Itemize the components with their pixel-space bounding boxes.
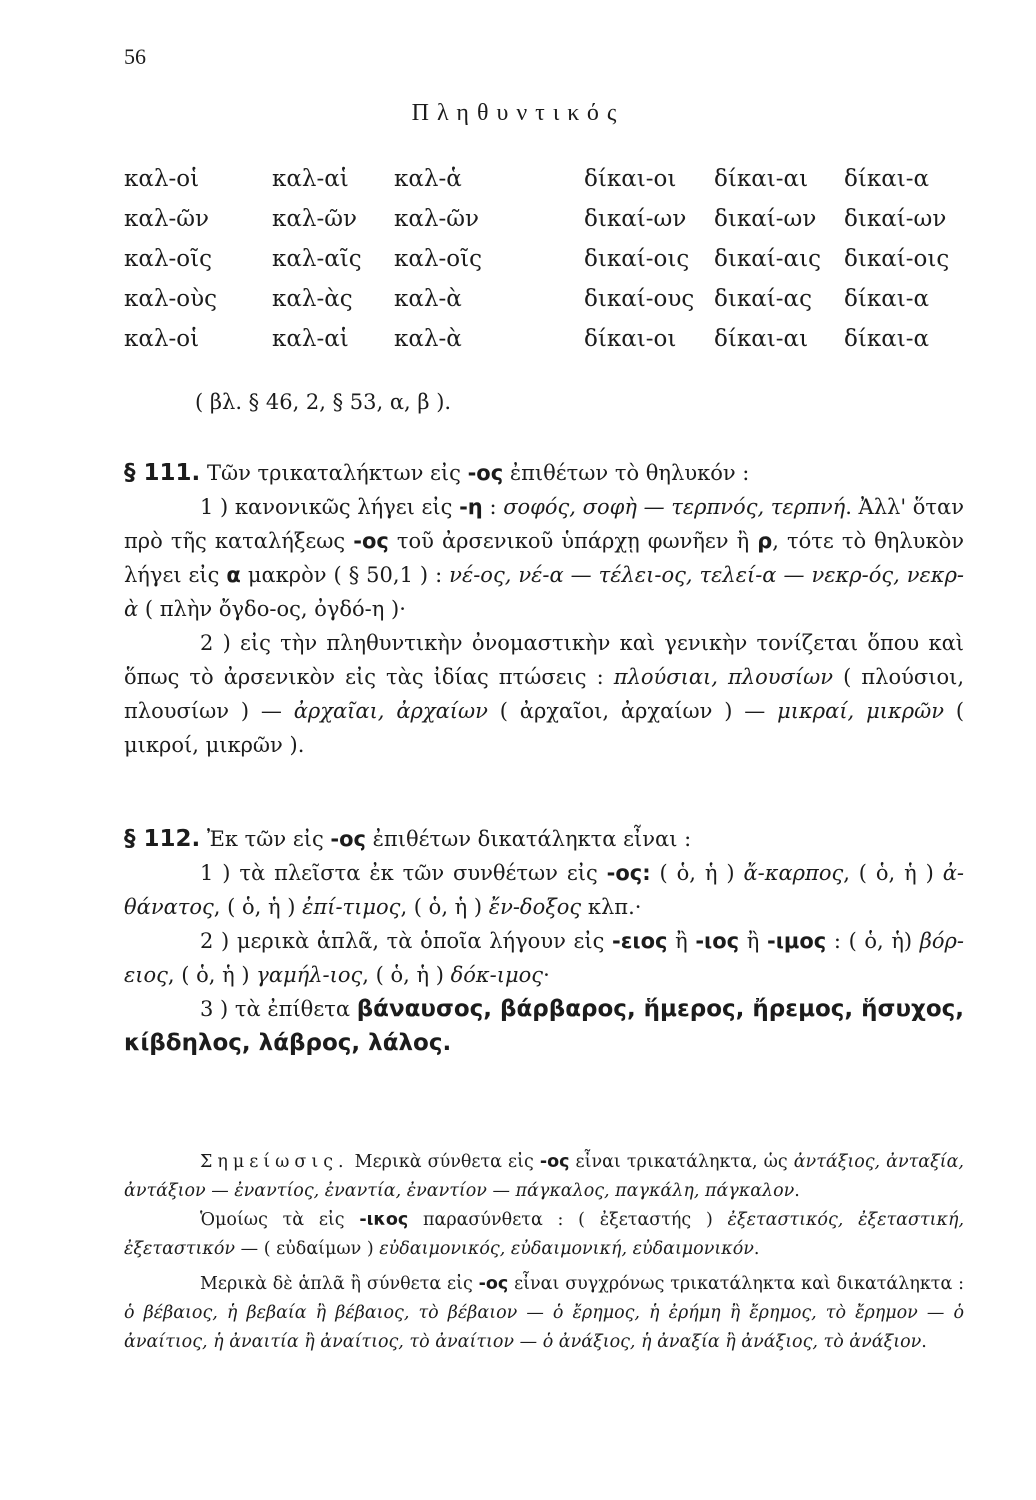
table-cell: καλ-οἱ (124, 326, 200, 352)
text: ( ὁ, ἡ ) (650, 861, 744, 885)
example: δόκ-ιμος (450, 963, 544, 987)
text: ἢ (739, 929, 767, 953)
text: εἶναι τρικατάληκτα, ὡς (569, 1152, 794, 1172)
ending: -ιμος (766, 929, 827, 953)
text: , ( ὁ, ἡ ) (167, 963, 257, 987)
ending: -ος (330, 827, 366, 851)
text: , ( ὁ, ἡ ) (213, 895, 303, 919)
section-111-title (124, 456, 964, 490)
note-label: Σημείωσις. (200, 1152, 349, 1172)
text: 1 ) τὰ πλεῖστα ἐκ τῶν συνθέτων εἰς (200, 861, 607, 885)
example: ἀντάξιος, ἀνταξία, ἀντάξιον — ἐναντίος, ἐναντία, ἐναντίον — πάγκαλος, παγκάλη, πάγκαλον (124, 1152, 964, 1201)
example: ὁ βέβαιος, ἡ βεβαία ἢ βέβαιος, τὸ βέβαιον — ὁ ἔρημος, ἡ ἐρήμη ἢ ἔρημος, τὸ ἔρημον — ὁ ἀναίτιος, ἡ ἀναιτία ἢ ἀναίτιος, τὸ ἀναίτιον — ὁ ἀνάξιος, ἡ ἀναξία ἢ ἀνάξιος, τὸ ἀνάξιον (124, 1303, 964, 1352)
table-cell: δικαί-ων (844, 206, 947, 232)
table-cell: δίκαι-α (844, 326, 930, 352)
text: , ( ὁ, ἡ ) (362, 963, 451, 987)
example: σοφός, σοφὴ — τερπνός, τερπνή (503, 495, 846, 519)
note-paragraph-1 (124, 1148, 964, 1206)
ending: -ος (353, 529, 389, 553)
table-cell: δίκαι-αι (714, 166, 809, 192)
ending: α (226, 563, 241, 587)
text: : ( ὁ, ἡ) (826, 929, 920, 953)
table-cell: καλ-αἱ (272, 166, 349, 192)
note-paragraph-2 (124, 1206, 964, 1264)
ending: -ος (467, 461, 504, 485)
ending: ρ (757, 529, 773, 553)
table-cell: δίκαι-αι (714, 326, 809, 352)
declension-row (124, 286, 964, 326)
text: : (482, 495, 504, 519)
example: ἄ-καρπος (743, 861, 844, 885)
table-cell: καλ-οῖς (124, 246, 213, 272)
text: εἶναι συγχρόνως τρικατάληκτα καὶ δικατάληκτα : (508, 1274, 964, 1294)
table-cell: δικαί-ων (584, 206, 687, 232)
title-text: ἐπιθέτων τὸ θηλυκόν : (503, 461, 750, 485)
table-cell: καλ-οἱ (124, 166, 200, 192)
text: τοῦ ἀρσενικοῦ ὑπάρχῃ φωνῆεν ἢ (388, 529, 758, 553)
table-cell: δικαί-ων (714, 206, 817, 232)
table-cell: καλ-αἱ (272, 326, 349, 352)
ending: -ος (478, 1274, 509, 1294)
text: 3 ) τὰ ἐπίθετα (200, 997, 357, 1021)
cross-reference: ( βλ. § 46, 2, § 53, α, β ). (195, 390, 452, 414)
section-112-title (124, 822, 964, 856)
text: ( πλὴν ὄγδο-ος, ὀγδό-η )· (138, 597, 406, 621)
title-text: Τῶν τρικαταλήκτων εἰς (200, 461, 468, 485)
text: ( μικροί, μικρῶν ). (124, 699, 965, 757)
text: 1 ) κανονικῶς λήγει εἰς (200, 495, 460, 519)
text: 2 ) μερικὰ ἁπλᾶ, τὰ ὁποῖα λήγουν εἰς (200, 929, 613, 953)
example: ἐπί-τιμος (302, 895, 401, 919)
text: ἢ (667, 929, 696, 953)
section-number: § 111. (124, 460, 201, 486)
section-111 (124, 456, 964, 762)
text: Ὁμοίως τὰ εἰς (200, 1210, 360, 1230)
declension-table (124, 166, 964, 366)
table-cell: καλ-οὺς (124, 286, 217, 312)
table-cell: δίκαι-οι (584, 326, 677, 352)
table-cell: καλ-ῶν (394, 206, 479, 232)
text: Μερικὰ σύνθετα εἰς (348, 1152, 540, 1172)
page-number: 56 (124, 44, 146, 69)
text: μακρὸν ( § 50,1 ) : (240, 563, 450, 587)
table-cell: δικαί-οις (844, 246, 950, 272)
text: ( ἀρχαῖοι, ἀρχαίων ) — (487, 699, 778, 723)
table-cell: καλ-ὰς (272, 286, 353, 312)
ending: -ος: (606, 861, 651, 885)
text: ( πλούσιοι, πλουσίων ) — (124, 665, 964, 723)
table-cell: δικαί-ας (714, 286, 812, 312)
table-cell: δικαί-ους (584, 286, 695, 312)
example: ἀρχαῖαι, ἀρχαίων (293, 699, 488, 723)
example: βόρ-ειος (124, 929, 964, 987)
text: . (753, 1239, 760, 1259)
ending: -ιος (695, 929, 740, 953)
example: ἐξεταστικός, ἐξεταστική, ἐξεταστικόν (124, 1210, 965, 1259)
section-heading: Πληθυντικός (411, 100, 625, 126)
rule-2 (124, 924, 964, 992)
example: μικραί, μικρῶν (777, 699, 944, 723)
table-cell: δίκαι-α (844, 166, 930, 192)
text: κλπ.· (581, 895, 642, 919)
example: ἔν-δοξος (488, 895, 582, 919)
example: ἀ-θάνατος (124, 861, 964, 919)
text: παρασύνθετα : ( ἐξεταστής ) (408, 1210, 728, 1230)
table-cell: καλ-οῖς (394, 246, 483, 272)
table-cell: καλ-αῖς (272, 246, 362, 272)
example: πλούσιαι, πλουσίων (613, 665, 834, 689)
table-cell: δίκαι-οι (584, 166, 677, 192)
table-cell: καλ-ῶν (124, 206, 209, 232)
text: , ( ὁ, ἡ ) (843, 861, 943, 885)
text: , τότε τὸ θηλυκὸν λήγει εἰς (124, 529, 964, 587)
text: Μερικὰ δὲ ἁπλᾶ ἢ σύνθετα εἰς (200, 1274, 479, 1294)
declension-row (124, 206, 964, 246)
ending: -ειος (612, 929, 668, 953)
rule-2 (124, 626, 964, 762)
example: νέ-ος, νέ-α — τέλει-ος, τελεί-α — νεκρ-ός, νεκρ-ὰ (124, 563, 965, 621)
text: . (794, 1181, 800, 1201)
section-number: § 112. (124, 826, 201, 852)
footnote-remark (124, 1148, 964, 1357)
adjective-list: βάναυσος, βάρβαρος, ἥμερος, ἤρεμος, ἥσυχος, κίβδηλος, λάβρος, λάλος. (124, 996, 964, 1056)
rule-1 (124, 856, 964, 924)
table-cell: καλ-ὰ (394, 286, 462, 312)
table-cell: καλ-ἁ (394, 166, 462, 192)
text: . Ἀλλ' ὅταν πρὸ τῆς καταλήξεως (124, 495, 964, 553)
table-cell: δικαί-αις (714, 246, 821, 272)
table-cell: δίκαι-α (844, 286, 930, 312)
title-text: ἐπιθέτων δικατάληκτα εἶναι : (365, 827, 692, 851)
text: . (921, 1332, 927, 1352)
rule-1 (124, 490, 964, 626)
ending: -ικος (359, 1210, 409, 1230)
ending: -ος (539, 1152, 570, 1172)
text: , ( ὁ, ἡ ) (400, 895, 489, 919)
ending: -η (459, 495, 483, 519)
table-cell: δικαί-οις (584, 246, 690, 272)
section-112 (124, 822, 964, 1060)
text: · (543, 963, 550, 987)
text: — ( εὐδαίμων ) (235, 1239, 380, 1259)
note-paragraph-3 (124, 1270, 964, 1357)
declension-row (124, 166, 964, 206)
title-text: Ἐκ τῶν εἰς (200, 827, 331, 851)
text: 2 ) εἰς τὴν πληθυντικὴν ὀνομαστικὴν καὶ γενικὴν τονίζεται ὅπου καὶ ὅπως τὸ ἀρσενικὸν εἰς τὰς ἰδίας πτώσεις : (124, 631, 964, 689)
rule-3 (124, 992, 964, 1060)
table-cell: καλ-ὰ (394, 326, 462, 352)
table-cell: καλ-ῶν (272, 206, 357, 232)
declension-row (124, 246, 964, 286)
example: γαμήλ-ιος (256, 963, 363, 987)
example: εὐδαιμονικός, εὐδαιμονική, εὐδαιμονικόν (379, 1239, 754, 1259)
declension-row (124, 326, 964, 366)
